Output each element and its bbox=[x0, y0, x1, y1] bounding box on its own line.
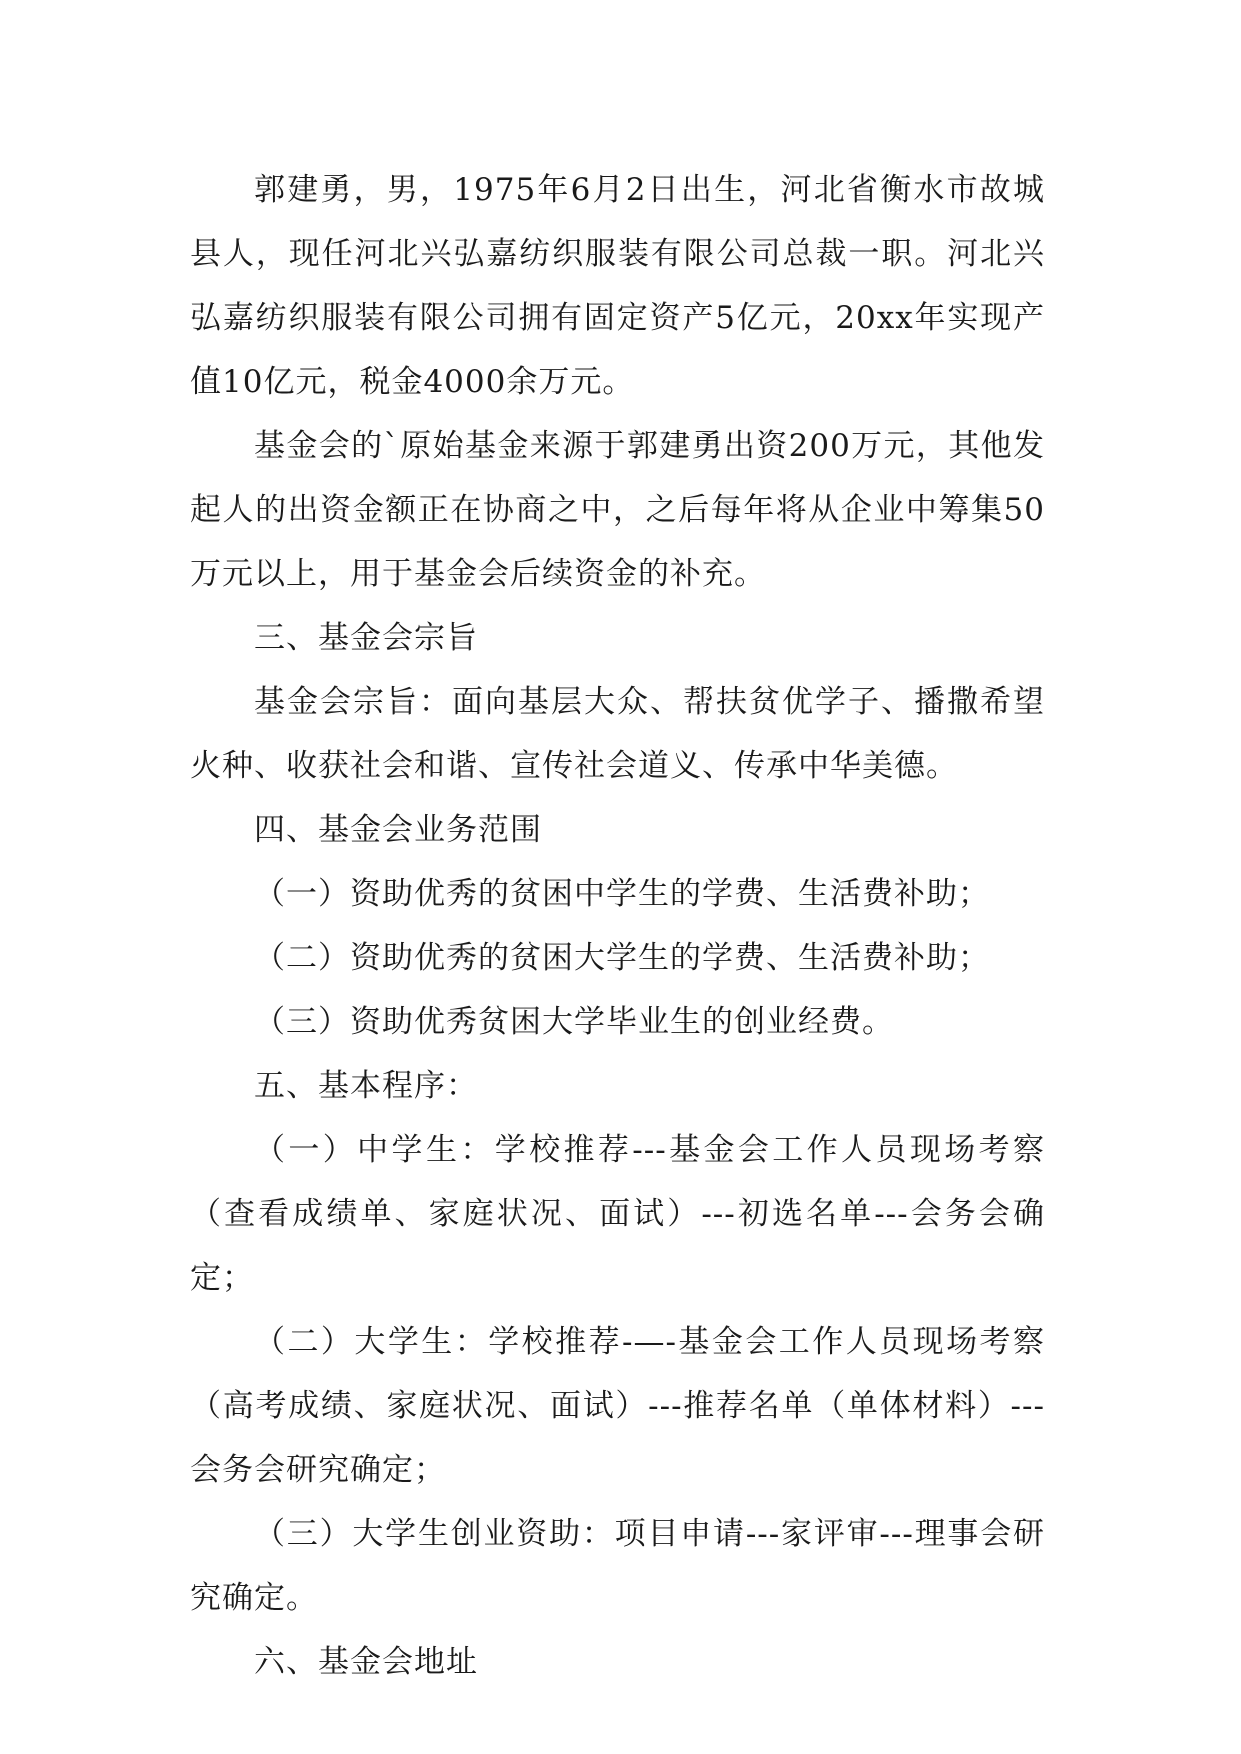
list-item-procedure-3: （三）大学生创业资助：项目申请---家评审---理事会研究确定。 bbox=[190, 1516, 1045, 1616]
heading-business-scope: 四、基金会业务范围 bbox=[254, 812, 542, 848]
list-item-procedure-1: （一）中学生：学校推荐---基金会工作人员现场考察（查看成绩单、家庭状况、面试）---初选名单---会务会确定； bbox=[190, 1132, 1045, 1296]
heading-foundation-purpose: 三、基金会宗旨 bbox=[254, 620, 478, 656]
list-item-scope-2: （二）资助优秀的贫困大学生的学费、生活费补助； bbox=[254, 940, 990, 976]
paragraph-original-fund: 基金会的`原始基金来源于郭建勇出资200万元，其他发起人的出资金额正在协商之中，之后每年将从企业中筹集50万元以上，用于基金会后续资金的补充。 bbox=[190, 428, 1045, 592]
paragraph-founder-bio: 郭建勇，男，1975年6月2日出生，河北省衡水市故城县人，现任河北兴弘嘉纺织服装有限公司总裁一职。河北兴弘嘉纺织服装有限公司拥有固定资产5亿元，20xx年实现产值10亿元，税金4000余万元。 bbox=[190, 172, 1045, 400]
list-item-scope-3: （三）资助优秀贫困大学毕业生的创业经费。 bbox=[254, 1004, 894, 1040]
document-body bbox=[190, 158, 1045, 1694]
heading-foundation-address: 六、基金会地址 bbox=[254, 1644, 478, 1680]
list-item-scope-1: （一）资助优秀的贫困中学生的学费、生活费补助； bbox=[254, 876, 990, 912]
heading-basic-procedure: 五、基本程序： bbox=[254, 1068, 478, 1104]
paragraph-foundation-purpose: 基金会宗旨：面向基层大众、帮扶贫优学子、播撒希望火种、收获社会和谐、宣传社会道义、传承中华美德。 bbox=[190, 684, 1045, 784]
list-item-procedure-2: （二）大学生：学校推荐-—-基金会工作人员现场考察（高考成绩、家庭状况、面试）---推荐名单（单体材料）---会务会研究确定； bbox=[190, 1324, 1045, 1488]
